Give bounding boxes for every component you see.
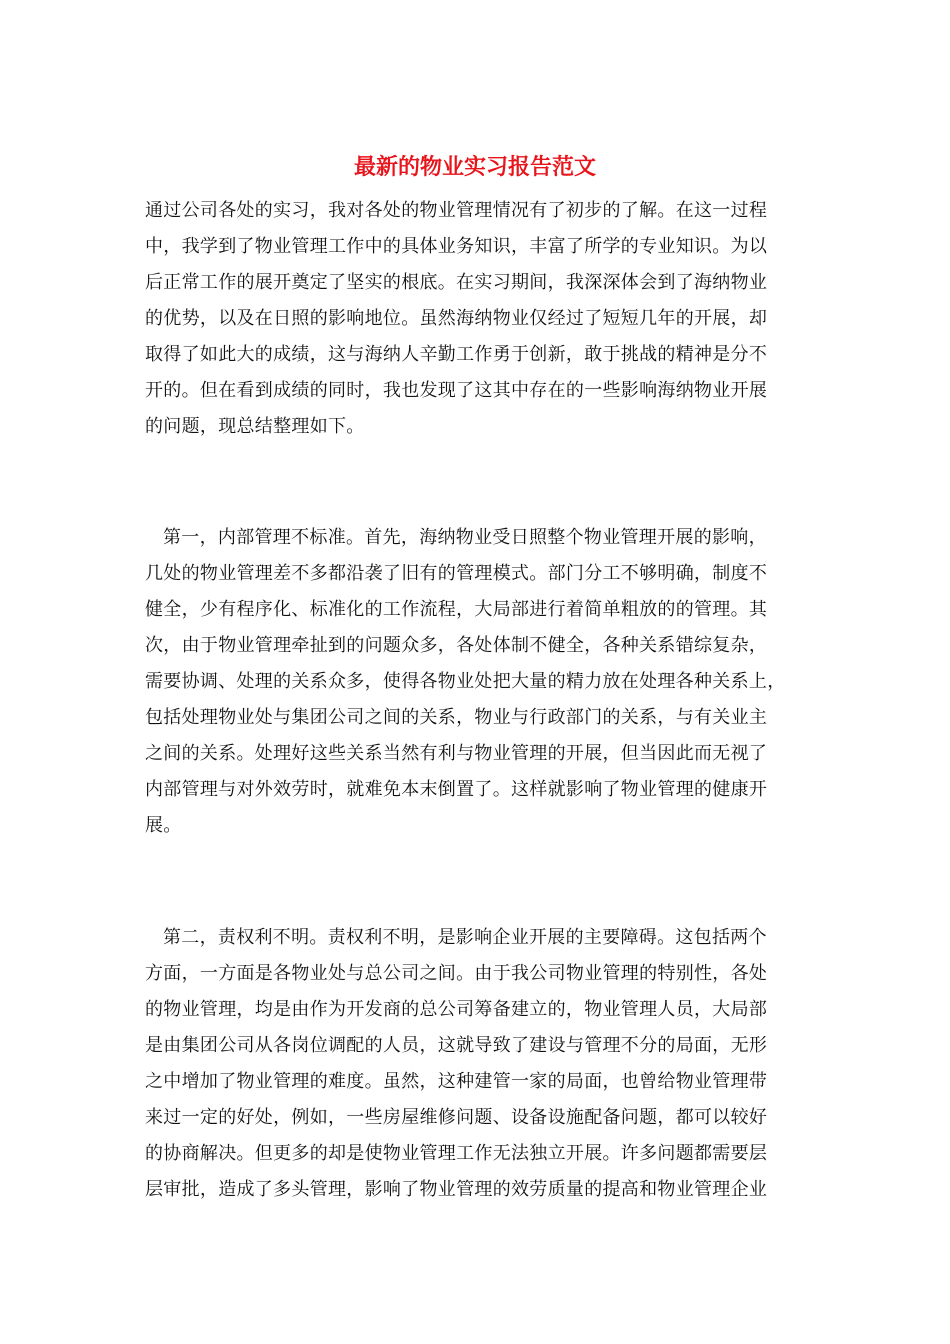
text-line: 层审批，造成了多头管理，影响了物业管理的效劳质量的提高和物业管理企业 (145, 1179, 768, 1200)
text-line: 开的。但在看到成绩的同时，我也发现了这其中存在的一些影响海纳物业开展 (145, 380, 768, 401)
text-line: 包括处理物业处与集团公司之间的关系，物业与行政部门的关系，与有关业主 (145, 707, 768, 728)
text-line: 健全，少有程序化、标准化的工作流程，大局部进行着简单粗放的的管理。其 (145, 599, 768, 620)
text-line: 中，我学到了物业管理工作中的具体业务知识，丰富了所学的专业知识。为以 (145, 236, 768, 257)
text-line: 方面，一方面是各物业处与总公司之间。由于我公司物业管理的特别性，各处 (145, 963, 768, 984)
text-line: 的物业管理，均是由作为开发商的总公司筹备建立的，物业管理人员，大局部 (145, 999, 768, 1020)
paragraph-intro (145, 193, 810, 445)
text-line: 通过公司各处的实习，我对各处的物业管理情况有了初步的了解。在这一过程 (145, 200, 768, 221)
text-line: 是由集团公司从各岗位调配的人员，这就导致了建设与管理不分的局面，无形 (145, 1035, 768, 1056)
text-line: 第二，责权利不明。责权利不明，是影响企业开展的主要障碍。这包括两个 (163, 927, 767, 948)
document-title: 最新的物业实习报告范文 (353, 154, 596, 180)
text-line: 展。 (145, 815, 182, 836)
text-line: 次，由于物业管理牵扯到的问题众多，各处体制不健全，各种关系错综复杂， (145, 635, 768, 656)
text-line: 需要协调、处理的关系众多，使得各物业处把大量的精力放在处理各种关系上， (145, 671, 786, 692)
paragraph-first-point (145, 520, 810, 844)
text-line: 之间的关系。处理好这些关系当然有利与物业管理的开展，但当因此而无视了 (145, 743, 768, 764)
paragraph-second-point (145, 920, 810, 1208)
text-line: 的优势，以及在日照的影响地位。虽然海纳物业仅经过了短短几年的开展，却 (145, 308, 768, 329)
text-line: 第一，内部管理不标准。首先，海纳物业受日照整个物业管理开展的影响， (163, 527, 767, 548)
text-line: 取得了如此大的成绩，这与海纳人辛勤工作勇于创新，敢于挑战的精神是分不 (145, 344, 768, 365)
text-line: 后正常工作的展开奠定了坚实的根底。在实习期间，我深深体会到了海纳物业 (145, 272, 768, 293)
text-line: 的协商解决。但更多的却是使物业管理工作无法独立开展。许多问题都需要层 (145, 1143, 768, 1164)
text-line: 的问题，现总结整理如下。 (145, 416, 365, 437)
text-line: 之中增加了物业管理的难度。虽然，这种建管一家的局面，也曾给物业管理带 (145, 1071, 768, 1092)
text-line: 来过一定的好处，例如，一些房屋维修问题、设备设施配备问题，都可以较好 (145, 1107, 768, 1128)
text-line: 内部管理与对外效劳时，就难免本末倒置了。这样就影响了物业管理的健康开 (145, 779, 768, 800)
text-line: 几处的物业管理差不多都沿袭了旧有的管理模式。部门分工不够明确，制度不 (145, 563, 768, 584)
